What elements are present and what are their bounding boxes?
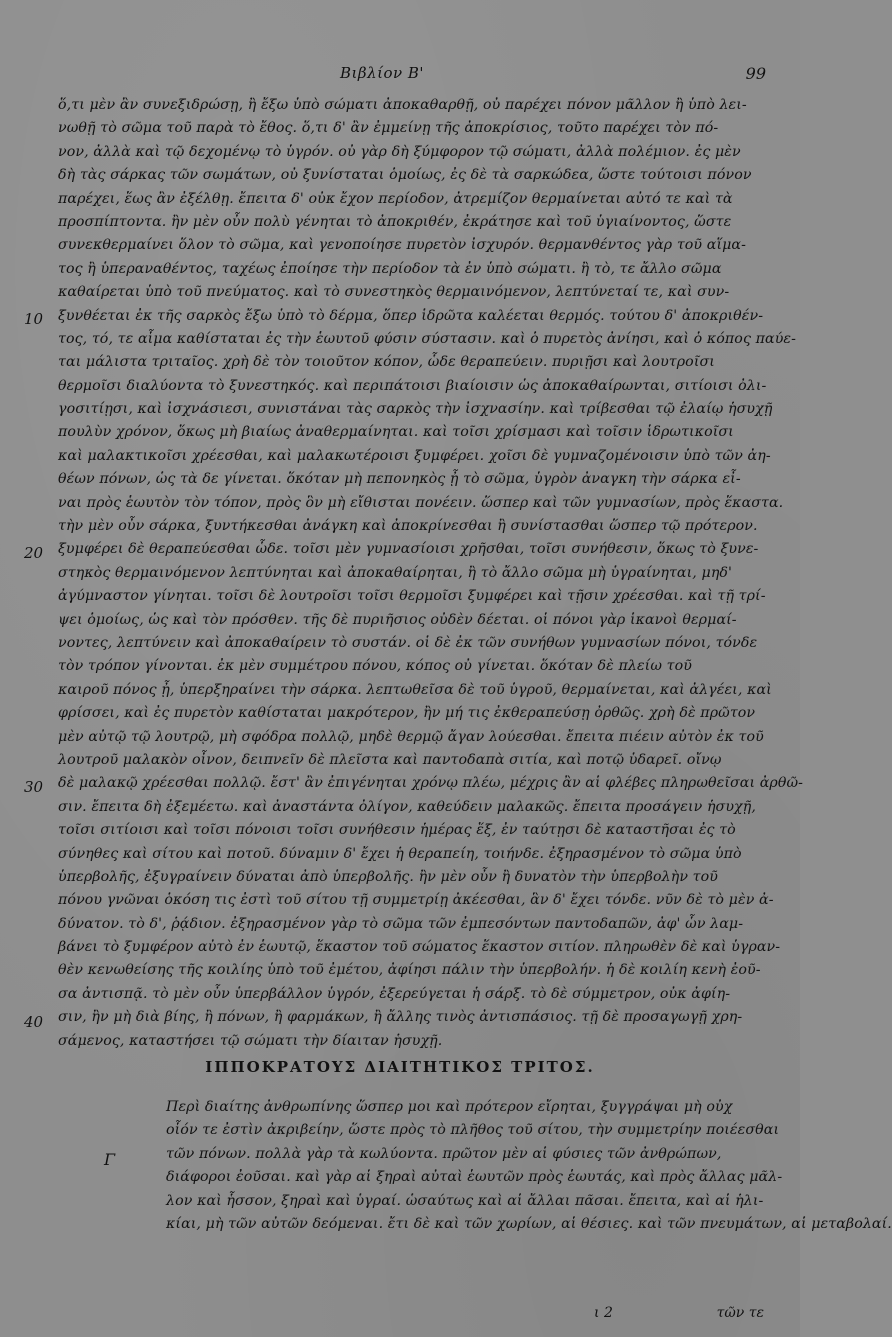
text-line: διάφοροι ἐοῦσαι. καὶ γὰρ αἱ ξηραὶ αὐταὶ ἑωυτῶν πρὸς ἑωυτάς, καὶ πρὸς ἄλλας μᾶλ- [166,1169,783,1186]
signature-mark: ι 2 [594,1305,613,1321]
text-line: τὴν μὲν οὖν σάρκα, ξυντήκεσθαι ἀνάγκη καὶ ἀποκρίνεσθαι ἢ συνίστασθαι ὥσπερ τῷ πρότερον. [58,518,758,535]
text-line: τος, τό, τε αἷμα καθίσταται ἐς τὴν ἑωυτοῦ φύσιν σύστασιν. καὶ ὁ πυρετὸς ἀνίησι, καὶ ὁ κόπος παύε- [58,330,797,347]
text-line: παρέχει, ἕως ἂν ἐξέλθῃ. ἔπειτα δ' οὐκ ἔχον περίοδον, ἀτρεμίζον θερμαίνεται αὐτό τε καὶ τὰ [58,190,733,207]
text-line: ὑπερβολῆς, ἐξυγραίνειν δύναται ἀπὸ ὑπερβολῆς. ἢν μὲν οὖν ἢ δυνατὸν τὴν ὑπερβολὴν τοῦ [58,868,718,885]
text-line: δὴ τὰς σάρκας τῶν σωμάτων, οὐ ξυνίσταται ὁμοίως, ἐς δὲ τὰ σαρκώδεα, ὥστε τούτοισι πόνον [58,167,752,184]
text-line: ἀγύμναστον γίνηται. τοῖσι δὲ λουτροῖσι τοῖσι θερμοῖσι ξυμφέρει καὶ τῇσιν χρέεσθαι. καὶ τῇ τρί- [58,588,766,605]
margin-line-number: 10 [24,310,44,328]
text-line: προσπίπτοντα. ἢν μὲν οὖν πολὺ γένηται τὸ ἀποκριθέν, ἐκράτησε καὶ τοῦ ὑγιαίνοντος, ὥστε [58,213,732,230]
text-line: συνεκθερμαίνει ὅλον τὸ σῶμα, καὶ γενοποίησε πυρετὸν ἰσχυρόν. θερμανθέντος γὰρ τοῦ αἵμα- [58,237,747,254]
text-line: πουλὺν χρόνον, ὅκως μὴ βιαίως ἀναθερμαίνηται. καὶ τοῖσι χρίσμασι καὶ τοῖσιν ἱδρωτικοῖσι [58,424,734,441]
text-line: καιροῦ πόνος ᾖ, ὑπερξηραίνει τὴν σάρκα. λεπτωθεῖσα δὲ τοῦ ὑγροῦ, θερμαίνεται, καὶ ἀλγέει, καὶ [58,681,772,698]
text-line: λον καὶ ἧσσον, ξηραὶ καὶ ὑγραί. ὡσαύτως καὶ αἱ ἄλλαι πᾶσαι. ἔπειτα, καὶ αἱ ἡλι- [166,1192,764,1209]
text-line: νωθῇ τὸ σῶμα τοῦ παρὰ τὸ ἔθος. ὅ,τι δ' ἂν ἐμμείνῃ τῆς ἀποκρίσιος, τοῦτο παρέχει τὸν πό- [58,120,719,137]
text-line: ται μάλιστα τριταῖος. χρὴ δὲ τὸν τοιοῦτον κόπον, ὧδε θεραπεύειν. πυριῇσι καὶ λουτροῖσι [58,354,715,371]
page-number: 99 [745,64,766,83]
text-line: Περὶ διαίτης ἀνθρωπίνης ὥσπερ μοι καὶ πρότερον εἴρηται, ξυγγράψαι μὴ οὐχ [166,1099,733,1115]
text-line: σύνηθες καὶ σίτου καὶ ποτοῦ. δύναμιν δ' ἔχει ἡ θεραπείη, τοιήνδε. ἐξηρασμένον τὸ σῶμα ὑπὸ [58,845,742,862]
text-line: θέων πόνων, ὡς τὰ δε γίνεται. ὅκόταν μὴ πεπονηκὸς ᾖ τὸ σῶμα, ὑγρὸν ἀναγκη τὴν σάρκα εἶ- [58,471,741,488]
text-line: λουτροῦ μαλακὸν οἶνον, δειπνεῖν δὲ πλεῖστα καὶ παντοδαπὰ σιτία, καὶ ποτῷ ὑδαρεῖ. οἴνῳ [58,751,722,768]
text-line: δὲ μαλακῷ χρέεσθαι πολλῷ. ἔστ' ἂν ἐπιγένηται χρόνῳ πλέω, μέχρις ἂν αἱ φλέβες πληρωθεῖσαι ἀρθῶ- [58,775,804,792]
section-text-block [166,1096,892,1236]
text-line: σα ἀντισπᾷ. τὸ μὲν οὖν ὑπερβάλλον ὑγρόν, ἐξερεύγεται ἡ σάρξ. τὸ δὲ σύμμετρον, οὐκ ἀφίη- [58,985,731,1002]
text-line: μὲν αὐτῷ τῷ λουτρῷ, μὴ σφόδρα πολλῷ, μηδὲ θερμῷ ἄγαν λούεσθαι. ἔπειτα πιέειν αὐτὸν ἐκ τοῦ [58,728,764,745]
catchword: τῶν τε [716,1305,764,1321]
main-text-block [58,94,804,1053]
text-line: πόνου γνῶναι ὁκόση τις ἐστὶ τοῦ σίτου τῇ συμμετρίῃ ἀκέεσθαι, ἃν δ' ἔχει τόνδε. νῦν δὲ τὸ μὲν ἀ- [58,892,774,909]
running-head-title: Βιβλίον Β' [340,64,425,82]
text-line: σιν. ἔπειτα δὴ ἐξεμέετω. καὶ ἀναστάντα ὀλίγον, καθεύδειν μαλακῶς. ἔπειτα προσάγειν ἡσυχῇ, [58,798,756,815]
text-line: φρίσσει, καὶ ἐς πυρετὸν καθίσταται μακρότερον, ἢν μή τις ἐκθεραπεύσῃ ὀρθῶς. χρὴ δὲ πρῶτον [58,705,756,722]
margin-line-number: 40 [24,1013,44,1031]
margin-line-number: 30 [24,778,44,796]
text-line: νοντες, λεπτύνειν καὶ ἀποκαθαίρειν τὸ συστάν. οἱ δὲ ἐκ τῶν συνήθων γυμνασίων πόνοι, τόνδε [58,634,758,651]
text-line: βάνει τὸ ξυμφέρον αὐτὸ ἐν ἑωυτῷ, ἕκαστον τοῦ σώματος ἕκαστον σιτίον. πληρωθὲν δὲ καὶ ὑγραν- [58,939,781,956]
text-line: σάμενος, καταστήσει τῷ σώματι τὴν δίαιταν ἡσυχῇ. [58,1032,443,1049]
text-line: ξυμφέρει δὲ θεραπεύεσθαι ὧδε. τοῖσι μὲν γυμνασίοισι χρῆσθαι, τοῖσι συνήθεσιν, ὅκως τὸ ξυνε- [58,541,759,558]
text-line: γοσιτίῃσι, καὶ ἰσχνάσιεσι, συνιστάναι τὰς σαρκὸς τὴν ἰσχνασίην. καὶ τρίβεσθαι τῷ ἐλαίῳ ἡσυχῇ [58,401,773,418]
drop-initial: Γ [104,1150,116,1169]
text-line: ξυνθέεται ἐκ τῆς σαρκὸς ἔξω ὑπὸ τὸ δέρμα, ὅπερ ἱδρῶτα καλέεται θερμός. τούτου δ' ἀποκριθέν- [58,307,764,324]
text-line: ναι πρὸς ἑωυτὸν τὸν τόπον, πρὸς ὃν μὴ εἴθισται πονέειν. ὥσπερ καὶ τῶν γυμνασίων, πρὸς ἕκαστα. [58,494,784,511]
text-line: καὶ μαλακτικοῖσι χρέεσθαι, καὶ μαλακωτέροισι ξυμφέρει. χοῖσι δὲ γυμναζομένοισιν ὑπὸ τῶν ἀη- [58,447,771,464]
text-line: νον, ἀλλὰ καὶ τῷ δεχομένῳ τὸ ὑγρόν. οὐ γὰρ δὴ ξύμφορον τῷ σώματι, ἀλλὰ πολέμιον. ἐς μὲν [58,143,741,160]
text-line: τος ἢ ὑπεραναθέντος, ταχέως ἐποίησε τὴν περίοδον τὰ ἐν ὑπὸ σώματι. ἢ τὸ, τε ἄλλο σῶμα [58,260,722,277]
text-line: ψει ὁμοίως, ὡς καὶ τὸν πρόσθεν. τῆς δὲ πυριῆσιος οὐδὲν δέεται. οἱ πόνοι γὰρ ἱκανοὶ θερμαί- [58,611,737,628]
text-line: ὅ,τι μὲν ἂν συνεξιδρώσῃ, ἢ ἔξω ὑπὸ σώματι ἀποκαθαρθῇ, οὐ παρέχει πόνον μᾶλλον ἢ ὑπὸ λει- [58,97,747,113]
text-line: καθαίρεται ὑπὸ τοῦ πνεύματος. καὶ τὸ συνεστηκὸς θερμαινόμενον, λεπτύνεταί τε, καὶ συν- [58,284,730,301]
text-line: θὲν κενωθείσης τῆς κοιλίης ὑπὸ τοῦ ἐμέτου, ἀφίησι πάλιν τὴν ὑπερβολήν. ἡ δὲ κοιλίη κενὴ ἐοῦ- [58,962,761,979]
text-line: τὸν τρόπον γίνονται. ἐκ μὲν συμμέτρου πόνου, κόπος οὐ γίνεται. ὅκόταν δὲ πλείω τοῦ [58,658,692,675]
text-line: οἷόν τε ἐστὶν ἀκριβείην, ὥστε πρὸς τὸ πλῆθος τοῦ σίτου, τὴν συμμετρίην ποιέεσθαι [166,1122,780,1139]
text-line: στηκὸς θερμαινόμενον λεπτύνηται καὶ ἀποκαθαίρηται, ἢ τὸ ἄλλο σῶμα μὴ ὑγραίνηται, μηδ' [58,564,733,581]
running-head [0,64,800,88]
section-heading: ΙΠΠΟΚΡΑΤΟΥΣ ΔΙΑΙΤΗΤΙΚΟΣ ΤΡΙΤΟΣ. [205,1058,595,1076]
text-line: κίαι, μὴ τῶν αὐτῶν δεόμεναι. ἔτι δὲ καὶ τῶν χωρίων, αἱ θέσιες. καὶ τῶν πνευμάτων, αἱ μεταβολαί. [166,1215,892,1232]
text-line: θερμοῖσι διαλύοντα τὸ ξυνεστηκός. καὶ περιπάτοισι βιαίοισιν ὡς ἀποκαθαίρωνται, σιτίοισι ὀλι- [58,377,767,394]
text-line: σιν, ἢν μὴ διὰ βίης, ἢ πόνων, ἢ φαρμάκων, ἢ ἄλλης τινὸς ἀντισπάσιος. τῇ δὲ προσαγωγῇ χρη- [58,1009,743,1026]
text-line: τῶν πόνων. πολλὰ γὰρ τὰ κωλύοντα. πρῶτον μὲν αἱ φύσιες τῶν ἀνθρώπων, [166,1145,722,1162]
margin-line-number: 20 [24,544,44,562]
text-line: τοῖσι σιτίοισι καὶ τοῖσι πόνοισι τοῖσι συνήθεσιν ἡμέρας ἕξ, ἐν ταύτῃσι δὲ καταστῆσαι ἐς τὸ [58,822,736,839]
text-line: δύνατον. τὸ δ', ῥᾴδιον. ἐξηρασμένον γὰρ τὸ σῶμα τῶν ἐμπεσόντων παντοδαπῶν, ἀφ' ὧν λαμ- [58,915,744,932]
